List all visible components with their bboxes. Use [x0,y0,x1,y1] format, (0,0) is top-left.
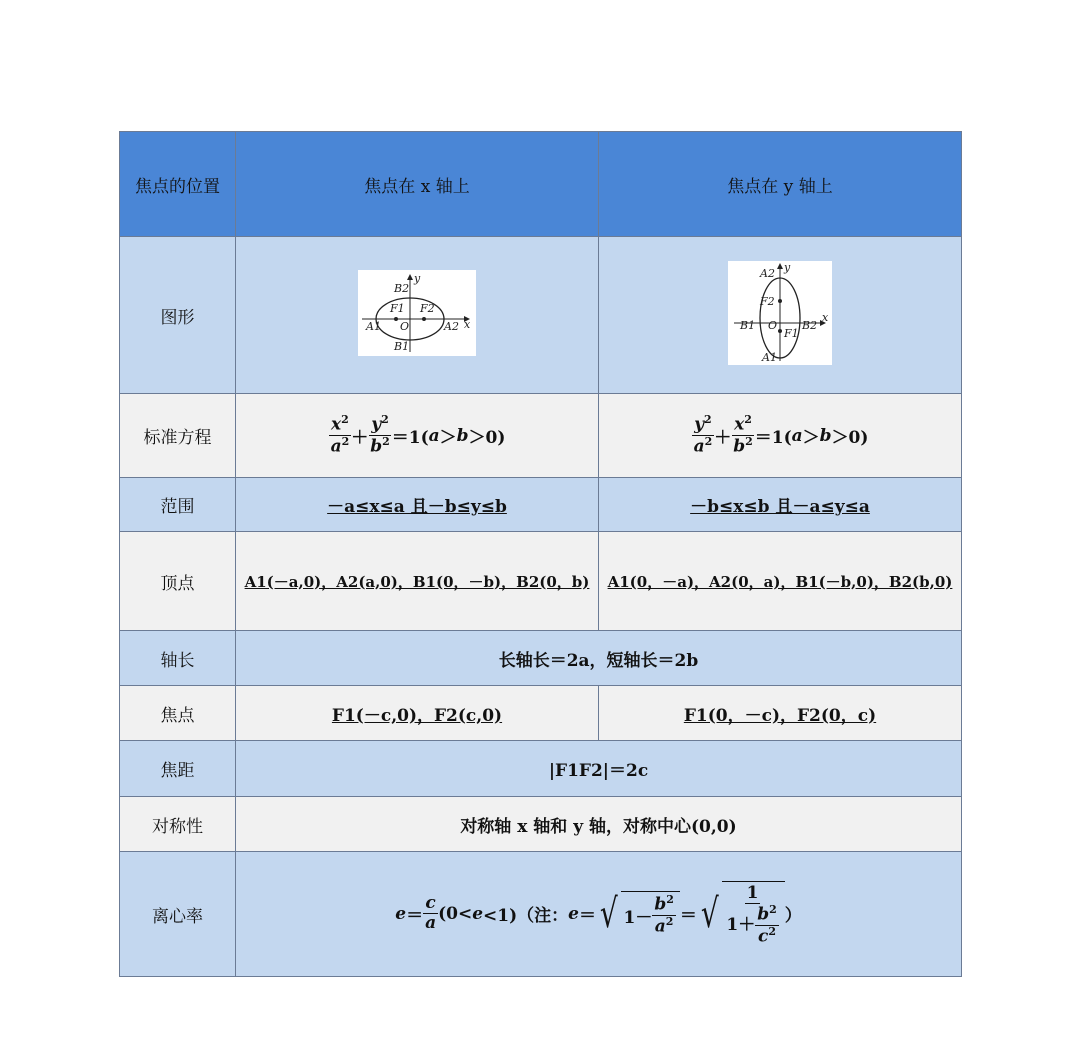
symmetry-cell [236,797,962,852]
label-f2: F2 [420,301,435,315]
range-row-label: 范围 [120,478,236,532]
y-equation: $\frac{y^2}{a^2}$ ＋ $\frac{x^2}{b^2}$ ＝1( a ＞ b ＞0) [693,412,869,457]
focal-distance-row-label: 焦距 [120,741,236,797]
eccentricity-formula: e ＝ $\frac{c}{a}$ (0< e <1)（注： e ＝ √ 1－ $\frac{b^2}{a^2}$ ＝ √ 1 1＋ $\frac{b^2}{c^2}$ ） [395,882,802,947]
label-f1: F1 [784,326,799,340]
figure-y-cell [599,237,962,394]
y-range-cell [599,478,962,532]
eccentricity-cell [236,852,962,977]
figure-x-cell [236,237,599,394]
header-x-axis: 焦点在 x 轴上 [236,132,599,237]
x-equation: $\frac{x^2}{a^2}$ ＋ $\frac{y^2}{b^2}$ ＝1( a ＞ b ＞0) [330,412,506,457]
foci-row-label: 焦点 [120,686,236,741]
ellipse-y-diagram [728,261,832,365]
y-vertices-cell [599,532,962,631]
vertex-row-label: 顶点 [120,532,236,631]
equation-row [120,394,962,478]
y-equation-cell [599,394,962,478]
label-o: O [400,319,410,333]
figure-row [120,237,962,394]
label-a1: A1 [762,350,777,364]
label-o: O [768,318,778,332]
x-foci: F1(－c,0)，F2(c,0) [331,705,503,726]
vertex-row [120,532,962,631]
label-a2: A2 [760,266,775,280]
symmetry-value: 对称轴 x 轴和 y 轴，对称中心(0,0) [460,816,737,837]
x-vertices: A1(－a,0)，A2(a,0)，B1(0，－b)，B2(0，b) [244,572,590,591]
x-range: －a≤x≤a 且－b≤y≤b [327,497,507,517]
label-x: x [464,317,471,331]
label-a1: A1 [366,319,381,333]
label-b1: B1 [394,339,410,353]
eccentricity-row [120,852,962,977]
x-range-cell [236,478,599,532]
eccentricity-row-label: 离心率 [120,852,236,977]
range-row [120,478,962,532]
label-f1: F1 [390,301,405,315]
header-y-axis: 焦点在 y 轴上 [599,132,962,237]
header-focus-position: 焦点的位置 [120,132,236,237]
ellipse-properties-table [119,131,962,977]
label-b2: B2 [802,318,818,332]
label-a2: A2 [444,319,459,333]
axis-length-cell [236,631,962,686]
x-equation-cell [236,394,599,478]
equation-row-label: 标准方程 [120,394,236,478]
figure-row-label: 图形 [120,237,236,394]
label-x: x [822,310,829,324]
axis-length-row [120,631,962,686]
focal-distance-cell [236,741,962,797]
ellipse-x-diagram [358,270,476,356]
axis-length-row-label: 轴长 [120,631,236,686]
focal-distance-value: |F1F2|＝2c [548,761,649,781]
axis-length-value: 长轴长＝2a，短轴长＝2b [498,650,699,671]
symmetry-row-label: 对称性 [120,797,236,852]
x-foci-cell [236,686,599,741]
foci-row [120,686,962,741]
label-f2: F2 [760,294,775,308]
label-b2: B2 [394,281,410,295]
symmetry-row [120,797,962,852]
y-range: －b≤x≤b 且－a≤y≤a [690,497,870,517]
label-b1: B1 [740,318,756,332]
x-vertices-cell [236,532,599,631]
table-header-row [120,132,962,237]
y-foci: F1(0，－c)，F2(0，c) [683,705,877,726]
focal-distance-row [120,741,962,797]
label-y: y [414,271,421,285]
y-vertices: A1(0，－a)，A2(0，a)，B1(－b,0)，B2(b,0) [607,572,953,591]
label-y: y [784,260,791,274]
y-foci-cell [599,686,962,741]
